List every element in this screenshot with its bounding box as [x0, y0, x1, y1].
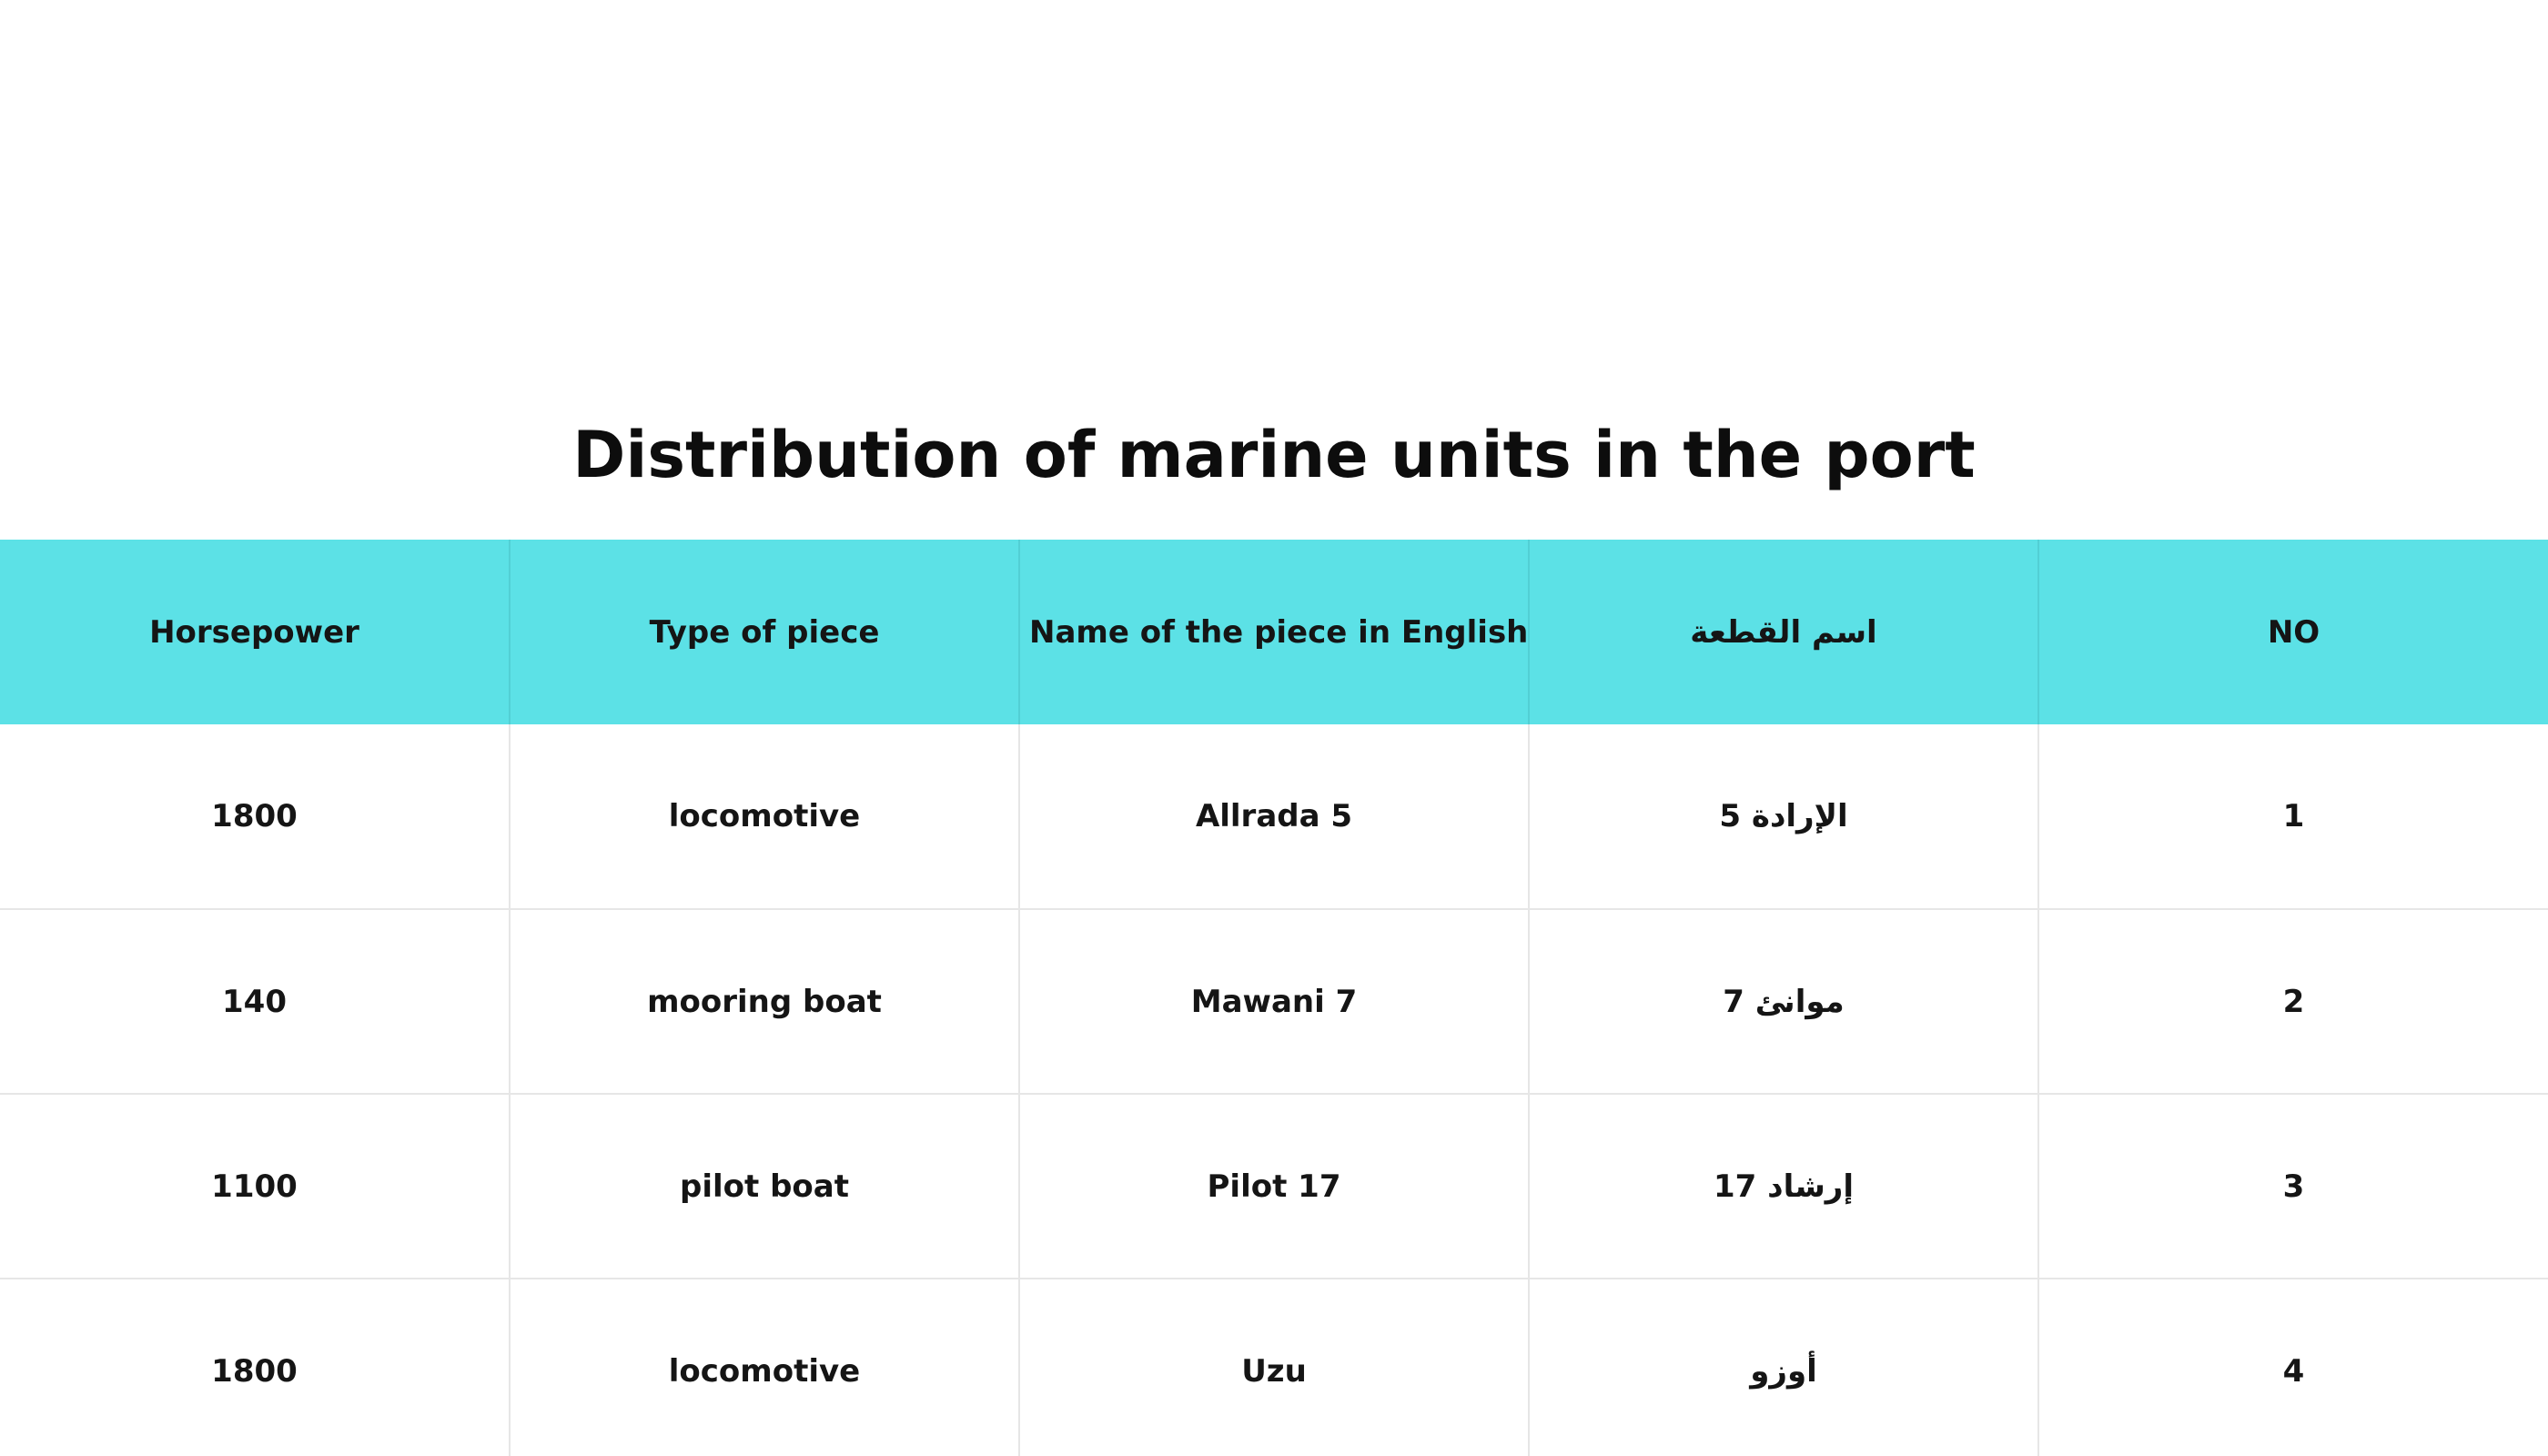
cell-name-arabic: موانئ 7: [1529, 909, 2038, 1094]
table-header: [0, 540, 2548, 724]
page-title: Distribution of marine units in the port: [572, 418, 1976, 492]
cell-name-arabic: أوزو: [1529, 1279, 2038, 1456]
column-header-name-english: Name of the piece in English: [1019, 540, 1529, 724]
cell-type-of-piece: locomotive: [510, 1279, 1019, 1456]
table-row: [0, 909, 2548, 1094]
cell-name-english: Uzu: [1019, 1279, 1529, 1456]
cell-type-of-piece: locomotive: [510, 724, 1019, 909]
cell-horsepower: 1800: [0, 1279, 510, 1456]
cell-name-english: Pilot 17: [1019, 1094, 1529, 1279]
table-row: [0, 1094, 2548, 1279]
header-row: [0, 540, 2548, 724]
cell-type-of-piece: pilot boat: [510, 1094, 1019, 1279]
marine-units-table-container: [0, 540, 2548, 1456]
cell-type-of-piece: mooring boat: [510, 909, 1019, 1094]
cell-name-arabic: الإرادة 5: [1529, 724, 2038, 909]
cell-name-english: Mawani 7: [1019, 909, 1529, 1094]
table-row: [0, 1279, 2548, 1456]
cell-horsepower: 1100: [0, 1094, 510, 1279]
cell-horsepower: 140: [0, 909, 510, 1094]
cell-no: 4: [2038, 1279, 2548, 1456]
cell-horsepower: 1800: [0, 724, 510, 909]
marine-units-table: [0, 540, 2548, 1456]
column-header-type-of-piece: Type of piece: [510, 540, 1019, 724]
cell-name-english: Allrada 5: [1019, 724, 1529, 909]
cell-name-arabic: إرشاد 17: [1529, 1094, 2038, 1279]
column-header-horsepower: Horsepower: [0, 540, 510, 724]
table-row: [0, 724, 2548, 909]
column-header-no: NO: [2038, 540, 2548, 724]
cell-no: 1: [2038, 724, 2548, 909]
cell-no: 2: [2038, 909, 2548, 1094]
column-header-name-arabic: اسم القطعة: [1529, 540, 2038, 724]
cell-no: 3: [2038, 1094, 2548, 1279]
table-body: [0, 724, 2548, 1456]
